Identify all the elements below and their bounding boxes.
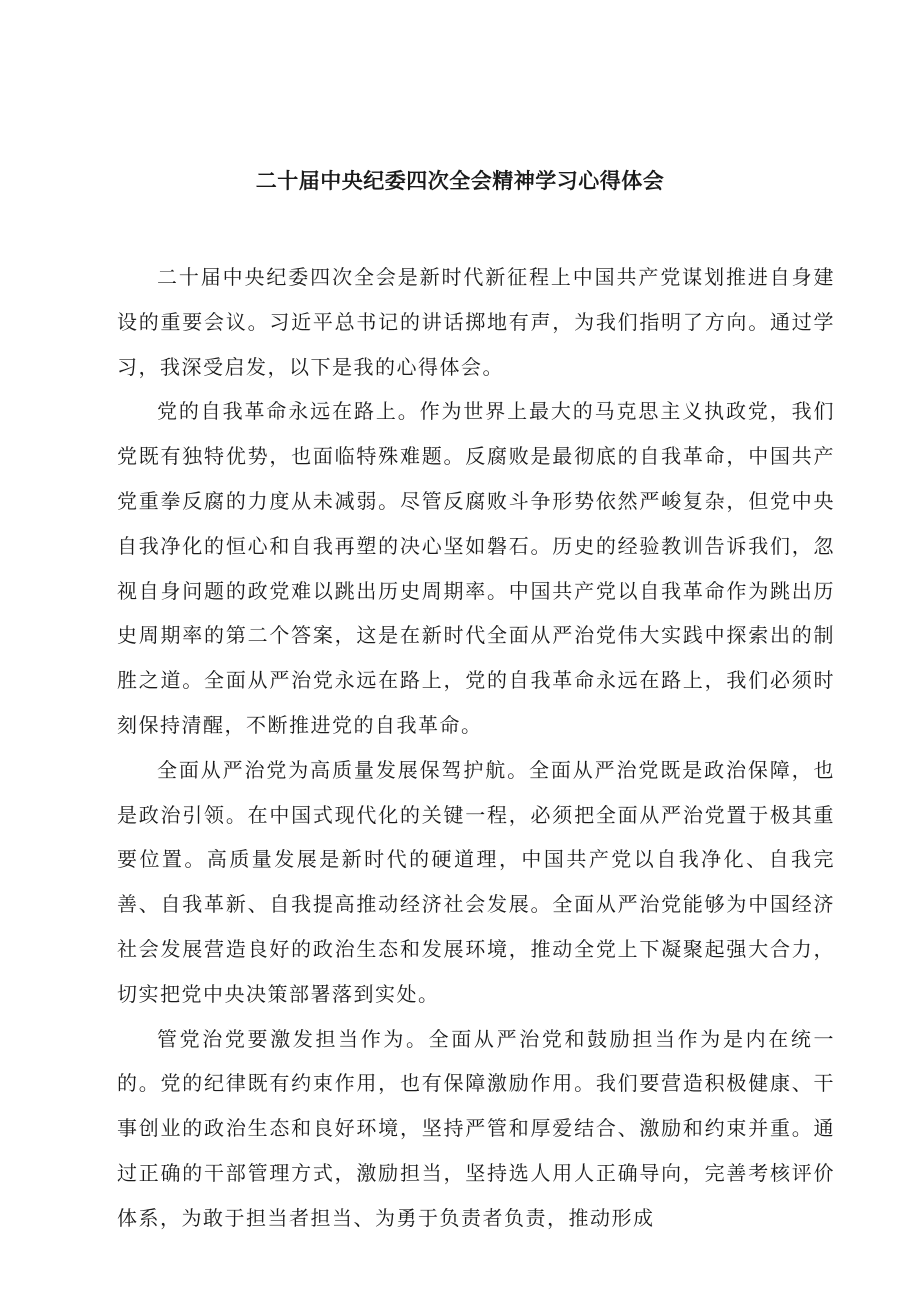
document-body (117, 255, 835, 1241)
paragraph-responsibility: 管党治党要激发担当作为。全面从严治党和鼓励担当作为是内在统一的。党的纪律既有约束作用，也有保障激励作用。我们要营造积极健康、干事创业的政治生态和良好环境，坚持严管和厚爱结合、激励和约束并重。通过正确的干部管理方式，激励担当，坚持选人用人正确导向，完善考核评价体系，为敢于担当者担当、为勇于负责者负责，推动形成 (117, 1026, 835, 1230)
paragraph-high-quality-development: 全面从严治党为高质量发展保驾护航。全面从严治党既是政治保障，也是政治引领。在中国式现代化的关键一程，必须把全面从严治党置于极其重要位置。高质量发展是新时代的硬道理，中国共产党以自我净化、自我完善、自我革新、自我提高推动经济社会发展。全面从严治党能够为中国经济社会发展营造良好的政治生态和发展环境，推动全党上下凝聚起强大合力，切实把党中央决策部署落到实处。 (117, 757, 835, 1006)
paragraph-self-revolution: 党的自我革命永远在路上。作为世界上最大的马克思主义执政党，我们党既有独特优势，也面临特殊难题。反腐败是最彻底的自我革命，中国共产党重拳反腐的力度从未减弱。尽管反腐败斗争形势依然严峻复杂，但党中央自我净化的恒心和自我再塑的决心坚如磐石。历史的经验教训告诉我们，忽视自身问题的政党难以跳出历史周期率。中国共产党以自我革命作为跳出历史周期率的第二个答案，这是在新时代全面从严治党伟大实践中探索出的制胜之道。全面从严治党永远在路上，党的自我革命永远在路上，我们必须时刻保持清醒，不断推进党的自我革命。 (117, 399, 835, 737)
paragraph-intro: 二十届中央纪委四次全会是新时代新征程上中国共产党谋划推进自身建设的重要会议。习近平总书记的讲话掷地有声，为我们指明了方向。通过学习，我深受启发，以下是我的心得体会。 (117, 265, 835, 379)
document-title: 二十届中央纪委四次全会精神学习心得体会 (255, 169, 665, 193)
